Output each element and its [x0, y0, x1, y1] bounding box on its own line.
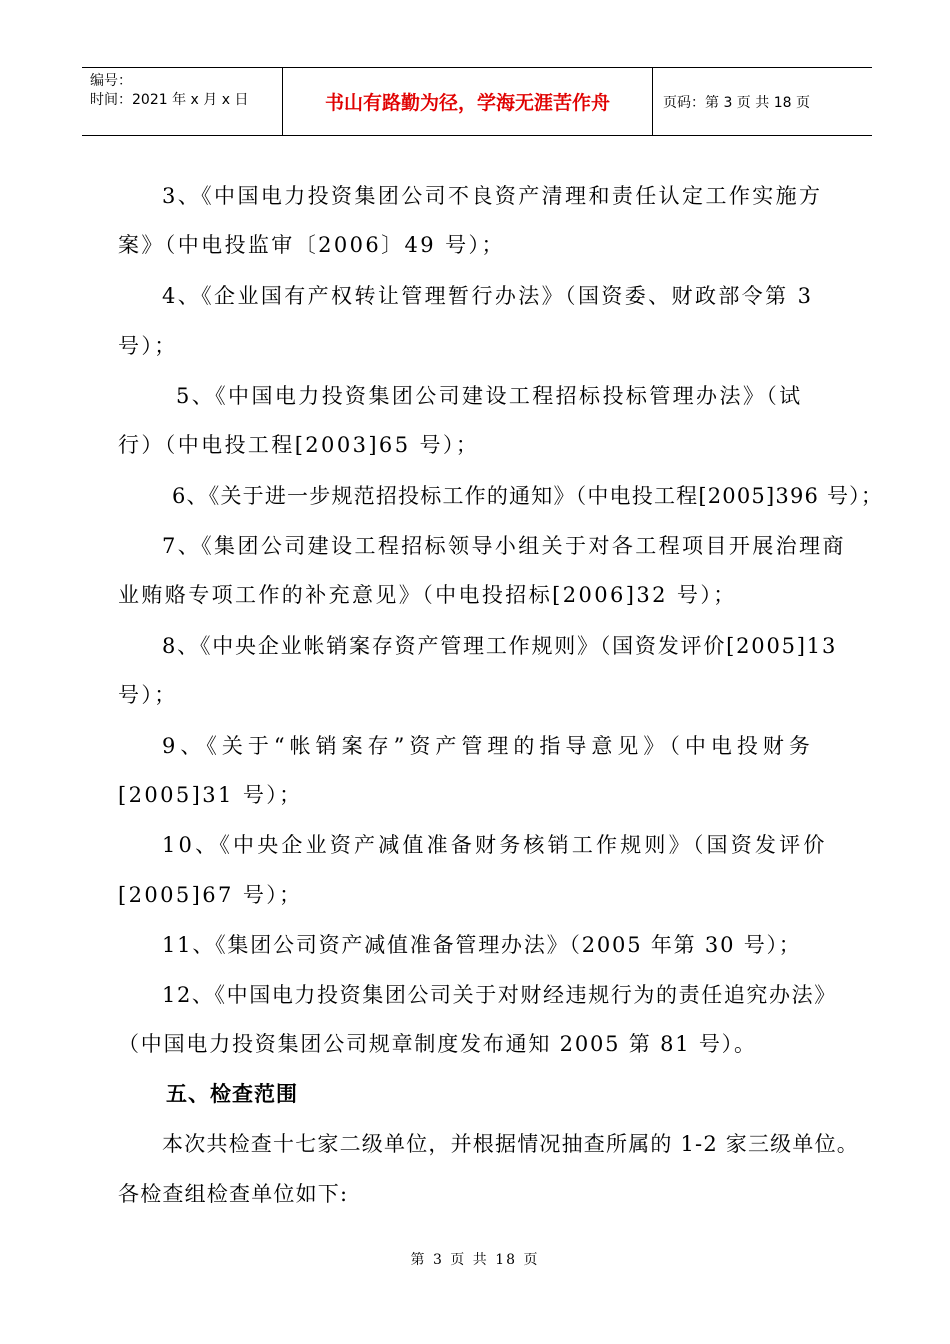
list-item-11: 11、《集团公司资产减值准备管理办法》（2005 年第 30 号）； [162, 933, 802, 957]
list-item-5-line-2: 行）（中电投工程[2003]65 号）； [118, 433, 480, 457]
list-item-9-line-2: [2005]31 号）； [118, 783, 303, 807]
list-item-3-line-2: 案》（中电投监审〔2006〕49 号）； [118, 233, 505, 257]
date-label: 时间：2021 年 x 月 x 日 [90, 92, 249, 108]
list-item-7-line-1: 7、《集团公司建设工程招标领导小组关于对各工程项目开展治理商 [162, 534, 846, 558]
serial-label: 编号： [90, 73, 132, 89]
section-heading: 五、检查范围 [166, 1082, 298, 1106]
list-item-3-line-1: 3、《中国电力投资集团公司不良资产清理和责任认定工作实施方 [162, 184, 823, 208]
list-item-4-line-1: 4、《企业国有产权转让管理暂行办法》（国资委、财政部令第 3 [162, 284, 814, 308]
header-motto: 书山有路勤为径，学海无涯苦作舟 [283, 68, 653, 135]
list-item-10-line-2: [2005]67 号）； [118, 883, 303, 907]
page-footer: 第 3 页 共 18 页 [410, 1252, 540, 1268]
list-item-9-line-1: 9、《关于“帐销案存”资产管理的指导意见》（中电投财务 [162, 734, 815, 758]
list-item-8-line-1: 8、《中央企业帐销案存资产管理工作规则》（国资发评价[2005]13 [162, 634, 838, 658]
header-page-info: 页码：第 3 页 共 18 页 [663, 94, 810, 111]
list-item-5-line-1: 5、《中国电力投资集团公司建设工程招标投标管理办法》（试 [176, 384, 803, 408]
list-item-8-line-2: 号）； [118, 683, 178, 707]
scope-paragraph-line-2: 各检查组检查单位如下: [118, 1182, 349, 1206]
header-meta [82, 68, 283, 135]
list-item-4-line-2: 号）； [118, 334, 178, 358]
list-item-7-line-2: 业贿赂专项工作的补充意见》（中电投招标[2006]32 号）； [118, 583, 737, 607]
page-header [82, 67, 872, 136]
list-item-12-line-2: （中国电力投资集团公司规章制度发布通知 2005 第 81 号）。 [118, 1032, 757, 1056]
scope-paragraph-line-1: 本次共检查十七家二级单位，并根据情况抽查所属的 1-2 家三级单位。 [162, 1132, 859, 1156]
list-item-12-line-1: 12、《中国电力投资集团公司关于对财经违规行为的责任追究办法》 [162, 983, 837, 1007]
list-item-6: 6、《关于进一步规范招投标工作的通知》（中电投工程[2005]396 号）； [172, 484, 884, 508]
list-item-10-line-1: 10、《中央企业资产减值准备财务核销工作规则》（国资发评价 [162, 833, 828, 857]
